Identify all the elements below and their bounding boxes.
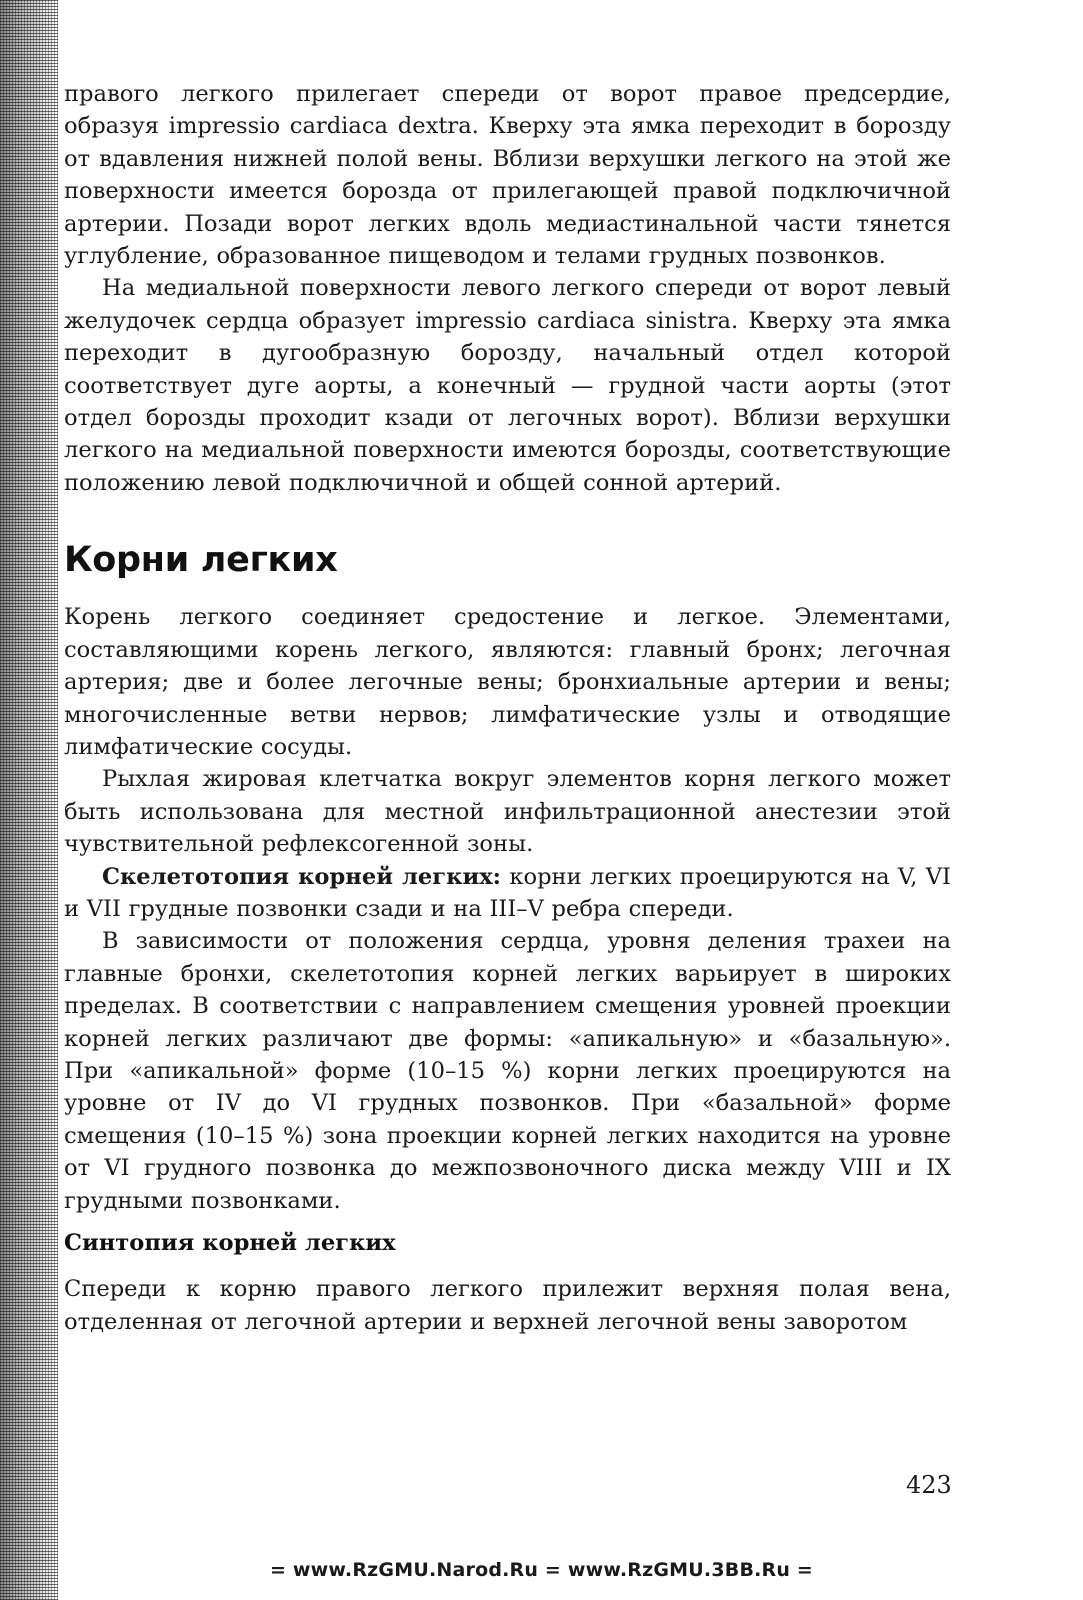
page-number: 423	[906, 1471, 952, 1499]
paragraph-anesthesia: Рыхлая жировая клетчатка вокруг элементов корня легкого может быть использована для местной инфильтрационной анестезии этой чувствительной рефлексогенной зоны.	[64, 766, 951, 858]
paragraph-left-lung: На медиальной поверхности левого легкого спереди от ворот левый желудочек сердца образует impressio cardiaca sinistra. Кверху эта ямка переходит в дугообразную борозду, начальный отдел которой соответствует дуге аорты, а конечный — грудной части аорты (этот отдел борозды проходит кзади от легочных ворот). Вблизи верхушки легкого на медиальной поверхности имеются борозды, соответствующие положению левой подключичной и общей сонной артерий.	[64, 275, 951, 496]
skeletotopy-lead: Скелетотопия корней легких:	[102, 863, 502, 890]
footer-watermark: = www.RzGMU.Narod.Ru = www.RzGMU.3BB.Ru =	[269, 1559, 814, 1581]
paragraph-skeletotopy	[64, 861, 951, 926]
scanned-binding-edge	[0, 0, 58, 1600]
section-title: Корни легких	[64, 540, 338, 581]
paragraph-root-elements: Корень легкого соединяет средостение и легкое. Элементами, составляющими корень легкого, являются: главный бронх; легочная артерия; две и более легочные вены; бронхиальные артерии и вены; многочисленные ветви нервов; лимфатические узлы и отводящие лимфатические сосуды.	[64, 604, 951, 760]
subsection-title: Синтопия корней легких	[64, 1230, 396, 1256]
continued-paragraph: правого легкого прилегает спереди от ворот правое предсердие, образуя impressio cardiaca dextra. Кверху эта ямка переходит в борозду от вдавления нижней полой вены. Вблизи верхушки легкого на этой же поверхности имеется борозда от прилегающей правой подключичной артерии. Позади ворот легких вдоль медиастинальной части тянется углубление, образованное пищеводом и телами грудных позвонков.	[64, 81, 951, 270]
paragraph-variation: В зависимости от положения сердца, уровня деления трахеи на главные бронхи, скелетотопия корней легких варьирует в широких пределах. В соответствии с направлением смещения уровней проекции корней легких различают две формы: «апикальную» и «базальную». При «апикальной» форме (10–15 %) корни легких проецируются на уровне от IV до VI грудных позвонков. При «базальной» форме смещения (10–15 %) зона проекции корней легких находится на уровне от VI грудного позвонка до межпозвоночного диска между VIII и IX грудными позвонками.	[64, 928, 951, 1214]
skeletotopy-text: корни легких проецируются на V, VI и VII грудные позвонки сзади и на III–V ребра спереди.	[64, 863, 951, 922]
paragraph-syntopy: Спереди к корню правого легкого прилежит верхняя полая вена, отделенная от легочной артерии и верхней легочной вены заворотом	[64, 1276, 951, 1335]
page-text-block	[64, 78, 951, 1338]
